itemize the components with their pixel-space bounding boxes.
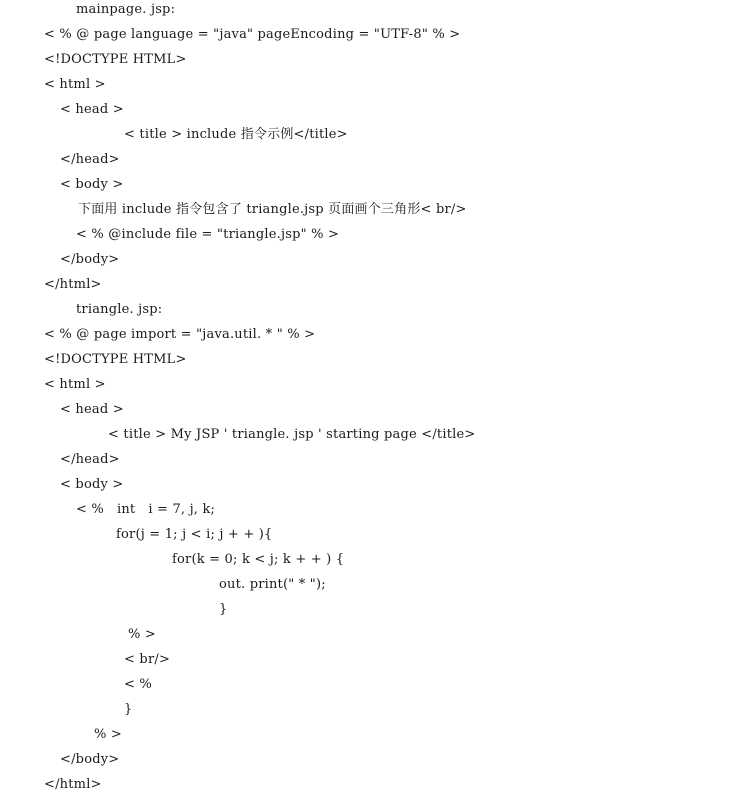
code-line: <!DOCTYPE HTML>	[44, 352, 187, 367]
code-line: < % @ page language = "java" pageEncoding = "UTF-8" % >	[44, 27, 461, 42]
code-line: < % @ page import = "java.util. * " % >	[44, 327, 316, 342]
code-line: < head >	[60, 102, 124, 117]
code-line: < html >	[44, 377, 106, 392]
code-line: for(k = 0; k < j; k + + ) {	[172, 552, 345, 567]
code-line: % >	[128, 627, 156, 642]
code-line: < title > include 指令示例</title>	[124, 127, 348, 142]
code-line: < %	[124, 677, 152, 692]
code-line: </body>	[60, 252, 120, 267]
code-line: < % @include file = "triangle.jsp" % >	[76, 227, 340, 242]
code-line: mainpage. jsp:	[76, 2, 176, 17]
code-line: </html>	[44, 277, 102, 292]
code-line: < body >	[60, 477, 124, 492]
code-line: < head >	[60, 402, 124, 417]
code-line: < body >	[60, 177, 124, 192]
code-line: <!DOCTYPE HTML>	[44, 52, 187, 67]
code-line: < title > My JSP ' triangle. jsp ' starting page </title>	[108, 427, 476, 442]
code-line: < br/>	[124, 652, 171, 667]
code-line: </head>	[60, 152, 120, 167]
code-line: triangle. jsp:	[76, 302, 163, 317]
code-line: </body>	[60, 752, 120, 767]
code-line: </html>	[44, 777, 102, 792]
code-line: % >	[94, 727, 122, 742]
code-line: < html >	[44, 77, 106, 92]
code-line: }	[124, 702, 133, 717]
code-line: < % int i = 7, j, k;	[76, 502, 216, 517]
code-line: }	[219, 602, 228, 617]
code-line: 下面用 include 指令包含了 triangle.jsp 页面画个三角形< br/>	[78, 202, 467, 217]
code-line: </head>	[60, 452, 120, 467]
code-line: out. print(" * ");	[219, 577, 326, 592]
code-line: for(j = 1; j < i; j + + ){	[116, 527, 273, 542]
